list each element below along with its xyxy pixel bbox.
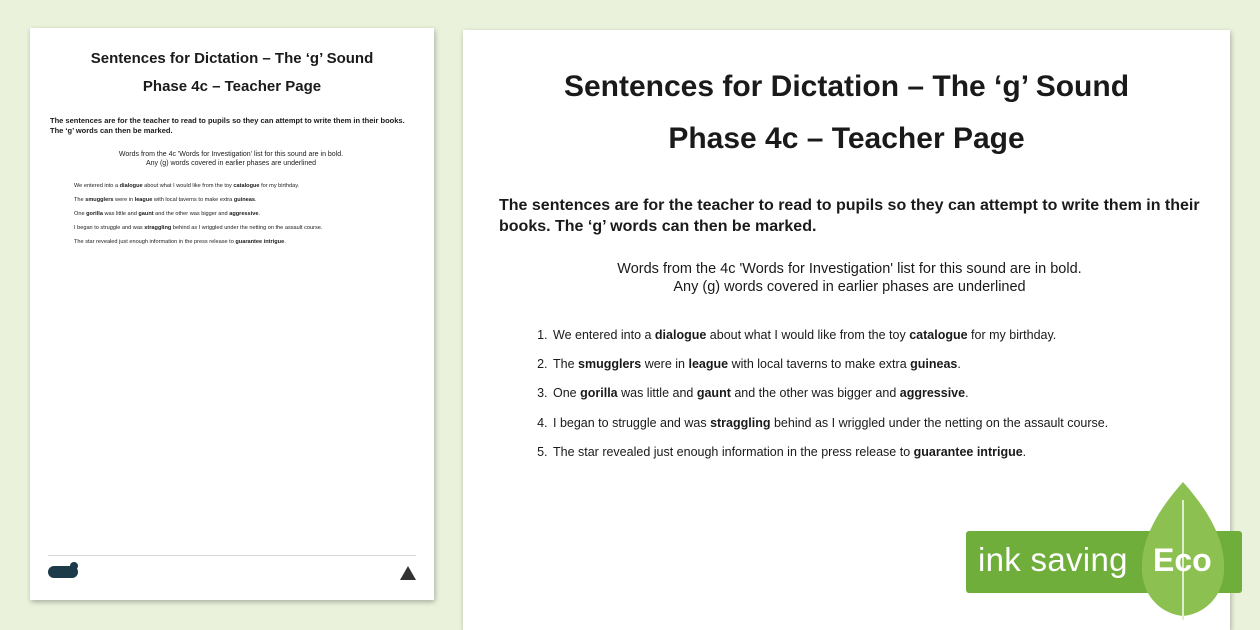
bold-note [499, 260, 1200, 296]
bold-word: guineas [910, 357, 958, 372]
bold-word: gaunt [696, 386, 731, 401]
sentence-text: I began to struggle and was [74, 225, 145, 231]
sentence-text: for my birthday. [259, 183, 300, 189]
bold-word: smugglers [85, 197, 114, 203]
bold-word: gorilla [580, 386, 618, 401]
sentence-text: were in [641, 357, 689, 372]
sentence-text: . [254, 197, 257, 203]
sentence-item [74, 239, 418, 246]
thumbnail-note [50, 150, 412, 168]
sentence-item [74, 197, 418, 204]
thumbnail-page[interactable] [30, 28, 434, 600]
sentence-text: behind as I wriggled under the netting on the assault course. [171, 225, 323, 231]
bold-word: straggling [144, 225, 172, 231]
sentence-item [74, 211, 418, 218]
bold-note-line2: Any (g) words covered in earlier phases are underlined [673, 279, 1026, 295]
sentence-text: about what I would like from the toy [142, 183, 234, 189]
thumbnail-intro: The sentences are for the teacher to read to pupils so they can attempt to write them in their books. The ‘g’ words can then be marked. [50, 116, 405, 135]
thumbnail-footer-divider [48, 555, 416, 556]
thumbnail-sentence-list [50, 183, 418, 253]
sentence-text: about what I would like from the toy [706, 328, 910, 342]
intro-text: The sentences are for the teacher to read to pupils so they can attempt to write them in their books. The ‘g’ words can then be marked. [499, 197, 1200, 235]
sentence-item [74, 183, 418, 190]
bold-word: league [688, 357, 729, 372]
bold-word: dialogue [654, 328, 707, 342]
sentence-text: for my birthday. [967, 328, 1057, 342]
sentence-text: The [74, 197, 86, 203]
thumbnail-note-line1: Words from the 4c 'Words for Investigation' list for this sound are in bold. [118, 151, 344, 158]
sentence-text: was little and [617, 386, 697, 401]
sentence-list [523, 327, 1210, 473]
sentence-text: The [553, 357, 579, 372]
bold-word: aggressive [899, 386, 966, 401]
bold-word: guarantee intrigue [913, 444, 1023, 459]
sentence-item [551, 415, 1210, 431]
sentence-text: One [553, 386, 581, 401]
bold-word: guineas [233, 197, 255, 203]
ink-saving-label: ink saving [978, 541, 1128, 578]
sentence-text: We entered into a [553, 328, 655, 342]
eco-label: Eco [1153, 542, 1212, 578]
sentence-text: with local taverns to make extra [728, 357, 911, 372]
sentence-item [551, 356, 1210, 372]
sentence-text: We entered into a [74, 183, 120, 189]
page-subtitle: Phase 4c – Teacher Page [668, 122, 1025, 155]
bold-word: gorilla [86, 211, 103, 217]
sentence-item [551, 327, 1210, 343]
sentence-text: and the other was bigger and [730, 386, 900, 401]
thumbnail-subtitle: Phase 4c – Teacher Page [142, 78, 322, 95]
sentence-text: behind as I wriggled under the netting on the assault course. [770, 415, 1109, 430]
bold-word: straggling [710, 415, 771, 430]
bold-word: smugglers [578, 357, 642, 372]
sentence-text: with local taverns to make extra [152, 197, 234, 203]
sentence-item [74, 225, 418, 232]
sentence-text: . [957, 357, 961, 372]
sentence-item [551, 385, 1210, 401]
sentence-text: . [965, 386, 969, 401]
ink-saving-badge [966, 480, 1246, 620]
sentence-text: . [258, 211, 260, 217]
sentence-item [551, 444, 1210, 460]
bold-word: aggressive [229, 211, 259, 217]
sentence-text: I began to struggle and was [553, 415, 711, 430]
sentence-text: . [1022, 444, 1027, 459]
bold-word: gaunt [138, 211, 154, 217]
bold-word: dialogue [119, 183, 143, 189]
page-title: Sentences for Dictation – The ‘g’ Sound [563, 70, 1130, 103]
sentence-text: were in [113, 197, 135, 203]
thumbnail-title: Sentences for Dictation – The ‘g’ Sound [90, 50, 374, 67]
thumbnail-note-line2: Any (g) words covered in earlier phases are underlined [145, 160, 317, 167]
sentence-text: . [284, 239, 286, 245]
bold-word: catalogue [909, 328, 968, 342]
bold-note-line1: Words from the 4c 'Words for Investigation' list for this sound are in bold. [617, 261, 1082, 277]
sentence-text: The star revealed just enough information in the press release to [553, 444, 914, 459]
sentence-text: One [74, 211, 87, 217]
sentence-text: was little and [102, 211, 139, 217]
bold-word: catalogue [233, 183, 260, 189]
sentence-text: and the other was bigger and [153, 211, 230, 217]
publisher-logo-icon [48, 566, 78, 578]
sentence-text: The star revealed just enough information in the press release to [74, 239, 236, 245]
bold-word: league [134, 197, 153, 203]
bold-word: guarantee intrigue [235, 239, 285, 245]
eco-tree-icon [400, 566, 416, 580]
